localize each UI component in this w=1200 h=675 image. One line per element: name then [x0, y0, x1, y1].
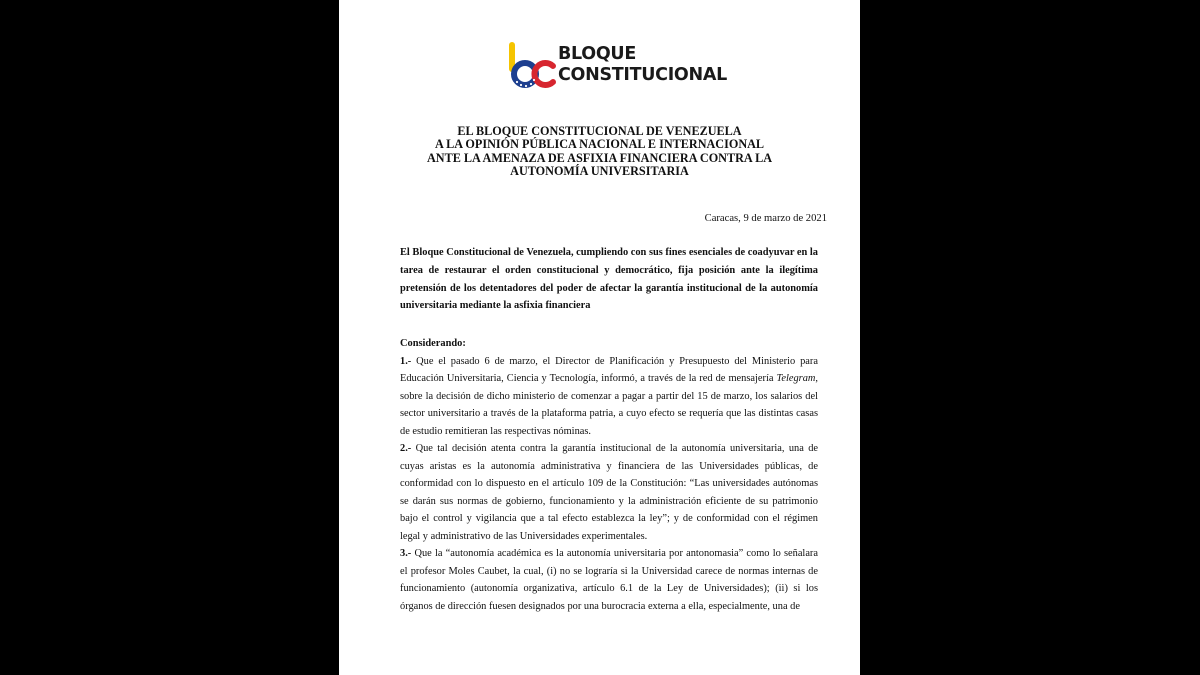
logo-line-1: BLOQUE: [558, 44, 636, 64]
document-page: [339, 0, 860, 675]
bloque-constitucional-logo: [507, 42, 727, 90]
item-text: Que tal decisión atenta contra la garantía institucional de la autonomía universitaria, una de cuyas aristas es la autonomía administrativa y financiera de las Universidades públicas, de conformidad con lo dispuesto en el artículo 109 de la Constitución: “Las universidades autónomas se darán sus normas de gobierno, funcionamiento y la administración eficiente de su patrimonio bajo el control y vigilancia que a tal efecto establezca la ley”; y de conformidad con el régimen legal y administrativo de las Universidades experimentales.: [400, 443, 818, 542]
item-text-italic: Telegram: [776, 373, 816, 384]
title-line: AUTONOMÍA UNIVERSITARIA: [510, 164, 689, 179]
item-number: 1.-: [400, 355, 412, 367]
considerando-item-3: [400, 545, 818, 615]
title-line: A LA OPINIÓN PÚBLICA NACIONAL E INTERNACIONAL: [434, 137, 765, 152]
document-date: Caracas, 9 de marzo de 2021: [704, 213, 827, 224]
considerando-item-2: [400, 440, 818, 545]
considerando-section: [400, 335, 818, 615]
considerando-item-1: [400, 353, 818, 441]
bc-logo-mark-icon: [507, 42, 559, 90]
document-title: [379, 125, 820, 179]
considerando-heading: Considerando:: [400, 338, 466, 349]
item-number: 2.-: [400, 443, 412, 454]
title-line: ANTE LA AMENAZA DE ASFIXIA FINANCIERA CONTRA LA: [426, 150, 773, 165]
item-number: 3.-: [400, 548, 412, 559]
intro-paragraph: El Bloque Constitucional de Venezuela, cumpliendo con sus fines esenciales de coadyuvar en la tarea de restaurar el orden constitucional y democrático, fija posición ante la ilegítima pretensión de los detentadores del poder de afectar la garantía institucional de la autonomía universitaria mediante la asfixia financiera: [400, 247, 818, 312]
item-text: , sobre la decisión de dicho ministerio de comenzar a pagar a partir del 15 de marzo, los salarios del sector universitario a través de la plataforma patria, a cuyo efecto se requería que las distintas casas de estudio remitieran las respectivas nóminas.: [400, 373, 818, 437]
logo-wordmark: [558, 44, 727, 86]
item-text: Que el pasado 6 de marzo, el Director de Planificación y Presupuesto del Ministerio para Educación Universitaria, Ciencia y Tecnología, informó, a través de la red de mensajería: [400, 355, 818, 384]
item-text: Que la “autonomía académica es la autonomía universitaria por antonomasia” como lo señalara el profesor Moles Caubet, la cual, (i) no se lograría si la Universidad carece de normas internas de funcionamiento (autonomía organizativa, artículo 6.1 de la Ley de Universidades); (ii) si los órganos de dirección fuesen designados por una burocracia externa a ella, especialmente, una de: [400, 548, 818, 612]
title-line: EL BLOQUE CONSTITUCIONAL DE VENEZUELA: [457, 124, 742, 138]
logo-line-2: CONSTITUCIONAL: [558, 65, 727, 85]
